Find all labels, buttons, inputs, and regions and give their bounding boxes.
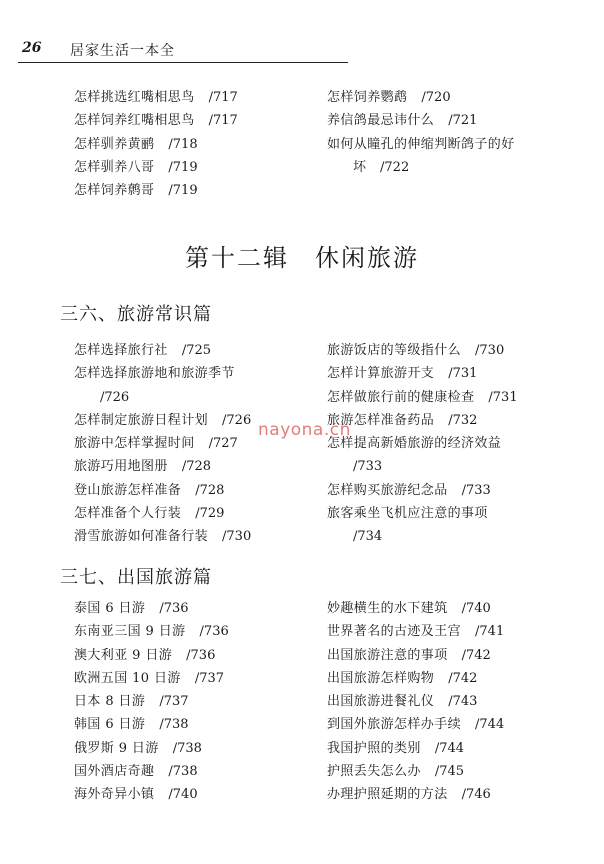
- toc-entry-title: 怎样挑选红嘴相思鸟: [74, 90, 195, 105]
- toc-entry-title: 怎样准备个人行装: [74, 506, 182, 522]
- toc-entry: [74, 760, 324, 783]
- toc-entry-page: /733: [353, 459, 383, 475]
- toc-entry-title: 出国旅游怎样购物: [327, 670, 435, 686]
- toc-entry-title: 怎样选择旅游地和旅游季节: [74, 366, 235, 382]
- toc-entry-page: /740: [168, 787, 198, 803]
- toc-entry: [74, 156, 324, 179]
- toc-entry-title: 怎样驯养黄鹂: [74, 136, 155, 152]
- toc-entry: [327, 386, 567, 409]
- toc-entry: [327, 713, 567, 736]
- toc-entry-page: /726: [100, 389, 130, 405]
- toc-entry-title: 旅游饭店的等级指什么: [327, 343, 462, 358]
- toc-entry-page: /741: [475, 624, 505, 640]
- toc-entry: [327, 760, 567, 783]
- toc-entry: [327, 133, 567, 180]
- toc-entry-title: 登山旅游怎样准备: [74, 482, 182, 498]
- toc-column-top-left: [74, 86, 324, 202]
- toc-entry-title: 怎样购买旅游纪念品: [327, 482, 448, 498]
- toc-entry-page: /736: [186, 647, 216, 663]
- toc-entry-page: /728: [181, 459, 212, 475]
- toc-entry-title: 怎样驯养八哥: [74, 159, 155, 175]
- toc-entry-page: /734: [353, 529, 383, 545]
- toc-entry-page: /733: [461, 482, 491, 498]
- toc-entry-title: 世界著名的古迹及王宫: [327, 624, 462, 640]
- toc-entry-title: 妙趣横生的水下建筑: [327, 601, 448, 616]
- toc-entry: [74, 502, 324, 525]
- toc-entry-title: 怎样选择旅行社: [74, 343, 168, 358]
- toc-entry-page: /718: [168, 136, 198, 152]
- toc-entry-title: 旅游巧用地图册: [74, 459, 168, 475]
- toc-entry-title: 护照丢失怎么办: [327, 764, 421, 780]
- toc-entry: [74, 109, 324, 132]
- toc-entry-title: 养信鸽最忌讳什么: [327, 113, 435, 129]
- toc-entry: [327, 86, 567, 109]
- toc-entry-title: 我国护照的类别: [327, 740, 421, 756]
- toc-entry-page: /717: [208, 113, 238, 129]
- toc-entry: [327, 109, 567, 132]
- header-rule: [18, 62, 348, 63]
- toc-entry-title: 东南亚三国 9 日游: [74, 624, 186, 640]
- watermark: nayona.cn: [258, 420, 351, 440]
- toc-entry-continuation: [327, 525, 567, 548]
- toc-entry: [327, 339, 567, 362]
- toc-entry-page: /728: [195, 482, 225, 498]
- toc-entry-title: 泰国 6 日游: [74, 601, 146, 616]
- toc-entry: [74, 783, 324, 806]
- section-title-travel-basics: 三六、旅游常识篇: [60, 304, 212, 325]
- toc-entry-page: /736: [159, 601, 189, 616]
- toc-entry: [327, 737, 567, 760]
- toc-entry: [327, 432, 567, 479]
- toc-entry: [74, 479, 324, 502]
- toc-entry: [74, 86, 324, 109]
- toc-entry: [74, 597, 324, 620]
- chapter-title: 第十二辑 休闲旅游: [185, 244, 419, 272]
- toc-entry-page: /736: [199, 624, 229, 640]
- toc-entry-title: 滑雪旅游如何准备行装: [74, 529, 209, 545]
- toc-entry: [327, 620, 567, 643]
- toc-entry-continuation: [74, 386, 324, 409]
- toc-entry-title: 怎样计算旅游开支: [327, 366, 435, 382]
- toc-entry-title: 怎样提高新婚旅游的经济效益: [327, 436, 502, 452]
- toc-entry-title: 办理护照延期的方法: [327, 787, 448, 803]
- toc-entry-page: /726: [222, 412, 252, 428]
- toc-entry-title: 欧洲五国 10 日游: [74, 670, 181, 686]
- toc-entry-page: /737: [159, 694, 189, 710]
- toc-entry-page: /732: [448, 412, 478, 428]
- toc-entry: [327, 597, 567, 620]
- toc-entry-title: 韩国 6 日游: [74, 717, 146, 733]
- toc-entry: [74, 713, 324, 736]
- toc-entry-page: /731: [488, 389, 518, 405]
- toc-entry-page: /738: [159, 717, 189, 733]
- toc-entry: [74, 455, 324, 478]
- toc-column-section1-left: [74, 339, 324, 549]
- toc-entry: [74, 644, 324, 667]
- toc-entry-title: 旅游怎样准备药品: [327, 412, 435, 428]
- toc-entry-title: 俄罗斯 9 日游: [74, 740, 159, 756]
- toc-entry-page: /727: [208, 436, 238, 452]
- toc-column-section2-left: [74, 597, 324, 807]
- toc-entry: [74, 133, 324, 156]
- toc-entry-title: 旅客乘坐飞机应注意的事项: [327, 506, 488, 522]
- toc-column-top-right: [327, 86, 567, 179]
- toc-entry: [327, 690, 567, 713]
- toc-entry: [74, 667, 324, 690]
- toc-entry-page: /740: [461, 601, 491, 616]
- toc-entry-title: 怎样饲养鹩哥: [74, 183, 155, 199]
- toc-entry-page: /717: [208, 90, 238, 105]
- toc-entry: [74, 179, 324, 202]
- toc-entry-page: /719: [168, 159, 198, 175]
- toc-entry: [327, 644, 567, 667]
- toc-entry: [327, 362, 567, 385]
- toc-entry-page: /730: [475, 343, 505, 358]
- toc-entry-title: 出国旅游进餐礼仪: [327, 694, 435, 710]
- running-header: [18, 36, 348, 62]
- page-number: 26: [22, 40, 42, 56]
- toc-entry-page: /745: [434, 764, 465, 780]
- toc-entry: [74, 525, 324, 548]
- toc-entry: [74, 339, 324, 362]
- toc-entry: [74, 620, 324, 643]
- toc-column-section2-right: [327, 597, 567, 807]
- toc-entry-page: /730: [222, 529, 252, 545]
- toc-entry: [74, 362, 324, 409]
- toc-entry-title: 澳大利亚 9 日游: [74, 647, 173, 663]
- toc-entry-page: /729: [195, 506, 225, 522]
- toc-entry-title: 怎样饲养鹦鹉: [327, 90, 408, 105]
- toc-entry-title: 海外奇异小镇: [74, 787, 155, 803]
- toc-entry-page: /737: [194, 670, 225, 686]
- toc-entry-continuation: [327, 156, 567, 179]
- toc-entry-title: 出国旅游注意的事项: [327, 647, 448, 663]
- toc-entry: [327, 667, 567, 690]
- toc-entry-title: 如何从瞳孔的伸缩判断鸽子的好: [327, 136, 515, 152]
- toc-entry-title: 怎样做旅行前的健康检查: [327, 389, 475, 405]
- toc-entry-page: /744: [475, 717, 505, 733]
- toc-entry-page: /719: [168, 183, 198, 199]
- toc-entry-title: 日本 8 日游: [74, 694, 146, 710]
- toc-entry-page: /722: [380, 159, 410, 175]
- toc-entry-continuation: [327, 455, 567, 478]
- toc-entry-page: /725: [181, 343, 212, 358]
- toc-entry: [327, 502, 567, 549]
- toc-entry-page: /742: [461, 647, 491, 663]
- section-title-overseas-travel: 三七、出国旅游篇: [60, 567, 212, 588]
- toc-entry-page: /720: [421, 90, 451, 105]
- toc-entry: [327, 409, 567, 432]
- toc-entry: [74, 690, 324, 713]
- toc-entry-title: 国外酒店奇趣: [74, 764, 155, 780]
- toc-entry: [327, 783, 567, 806]
- book-title: 居家生活一本全: [70, 43, 175, 59]
- toc-entry-page: /738: [168, 764, 198, 780]
- toc-entry-title-continued: 坏: [353, 159, 367, 175]
- toc-entry-page: /721: [448, 113, 478, 129]
- toc-entry: [74, 737, 324, 760]
- toc-entry-page: /738: [172, 740, 202, 756]
- toc-entry-page: /743: [448, 694, 478, 710]
- toc-entry-title: 旅游中怎样掌握时间: [74, 436, 195, 452]
- toc-entry-title: 怎样饲养红嘴相思鸟: [74, 113, 195, 129]
- toc-entry-page: /744: [434, 740, 465, 756]
- toc-column-section1-right: [327, 339, 567, 549]
- toc-entry-page: /731: [448, 366, 478, 382]
- toc-entry: [327, 479, 567, 502]
- toc-entry-page: /746: [461, 787, 491, 803]
- toc-entry-title: 到国外旅游怎样办手续: [327, 717, 462, 733]
- toc-entry-title: 怎样制定旅游日程计划: [74, 412, 209, 428]
- toc-entry-page: /742: [448, 670, 478, 686]
